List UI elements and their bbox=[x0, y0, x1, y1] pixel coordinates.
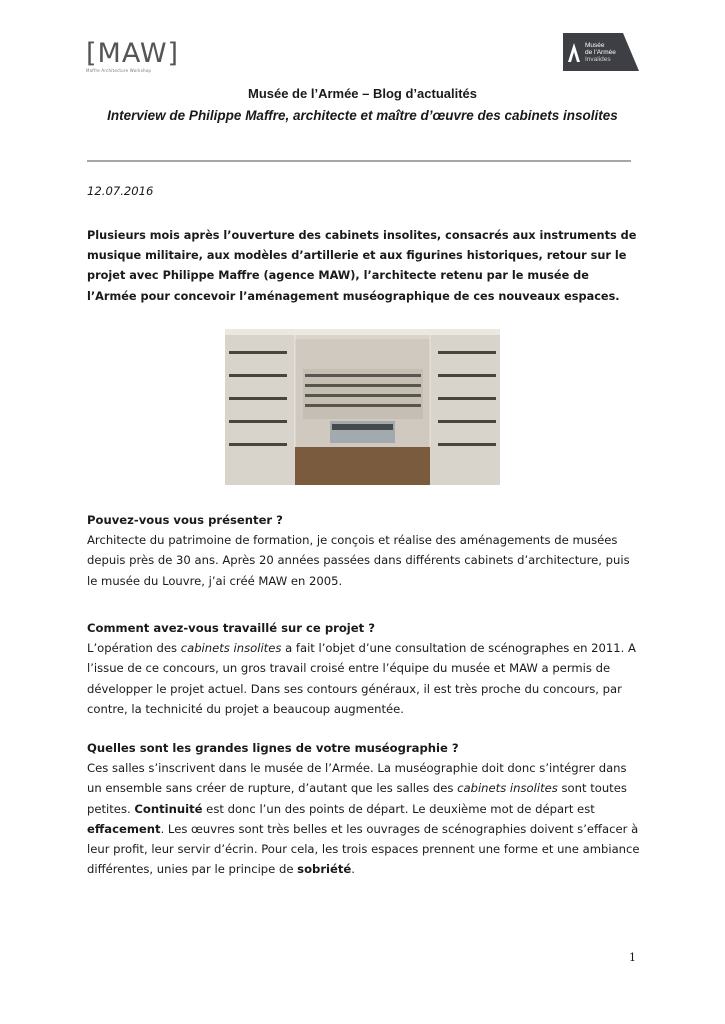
page-number: 1 bbox=[629, 951, 636, 964]
answer-3-bold-continuite: Continuité bbox=[134, 801, 203, 816]
answer-3-part-1: Ces salles s’inscrivent dans le musée de l’Armée. La muséographie doit donc s’intégrer dans un ensemble sans créer de rupture, d’autant que les salles des bbox=[87, 761, 627, 796]
section-project bbox=[87, 618, 642, 719]
musee-logo-line1: Musée bbox=[585, 42, 605, 49]
page-subtitle: Interview de Philippe Maffre, architecte et maître d’œuvre des cabinets insolites bbox=[107, 108, 618, 123]
divider bbox=[87, 160, 631, 162]
maw-logo-brand: [MAW] bbox=[86, 38, 180, 69]
publish-date: 12.07.2016 bbox=[87, 184, 154, 198]
musee-logo-text bbox=[585, 42, 616, 63]
answer-3-bold-sobriete: sobriété bbox=[297, 862, 352, 877]
intro-paragraph: Plusieurs mois après l’ouverture des cabinets insolites, consacrés aux instruments de musique militaire, aux modèles d’artillerie et aux figurines historiques, retour sur le projet avec Philippe Maffre (agence MAW), l’architecte retenu par le musée de l’Armée pour concevoir l’aménagement muséographique de ces nouveaux espaces. bbox=[87, 229, 637, 303]
answer-3-part-3: sont toutes petites. bbox=[87, 781, 627, 816]
answer-2-part-1: L’opération des bbox=[87, 641, 181, 656]
answer-3-italic: cabinets insolites bbox=[457, 781, 558, 796]
maw-logo-tagline: Maffre Architecture Workshop bbox=[86, 68, 152, 73]
question-2: Comment avez-vous travaillé sur ce projet ? bbox=[87, 621, 375, 635]
answer-2-part-3: a fait l’objet d’une consultation de scénographes en 2011. A l’issue de ce concours, un gros travail croisé entre l’équipe du musée et MAW a permis de développer le projet actuel. Dans ses contours généraux, il est très proche du concours, par contre, la technicité du projet a beaucoup augmentée. bbox=[87, 641, 636, 716]
answer-3-part-5: est donc l’un des points de départ. Le deuxième mot de départ est bbox=[202, 801, 595, 816]
answer-3-part-9: . bbox=[351, 862, 355, 877]
musee-armee-logo bbox=[563, 33, 641, 71]
section-museography bbox=[87, 738, 642, 879]
gallery-photo bbox=[225, 329, 500, 485]
question-3: Quelles sont les grandes lignes de votre muséographie ? bbox=[87, 741, 459, 755]
answer-3-part-7: . Les œuvres sont très belles et les ouvrages de scénographies doivent s’effacer à leur profit, leur servir d’écrin. Pour cela, les trois espaces prennent une forme et une ambiance différentes, unies par le principe de bbox=[87, 821, 640, 877]
question-1: Pouvez-vous vous présenter ? bbox=[87, 513, 283, 527]
musee-logo-line2: de l'Armée bbox=[585, 49, 616, 56]
answer-2-italic: cabinets insolites bbox=[180, 641, 282, 656]
section-present bbox=[87, 510, 642, 591]
musee-logo-line3: Invalides bbox=[585, 56, 611, 63]
page-title: Musée de l’Armée – Blog d’actualités bbox=[247, 86, 478, 101]
maw-logo bbox=[86, 38, 180, 73]
answer-1: Architecte du patrimoine de formation, je conçois et réalise des aménagements de musées depuis près de 30 ans. Après 20 années passées dans différents cabinets d’architecture, puis le musée du Louvre, j’ai créé MAW en 2005. bbox=[87, 533, 630, 588]
answer-3-bold-effacement: effacement bbox=[87, 821, 161, 836]
